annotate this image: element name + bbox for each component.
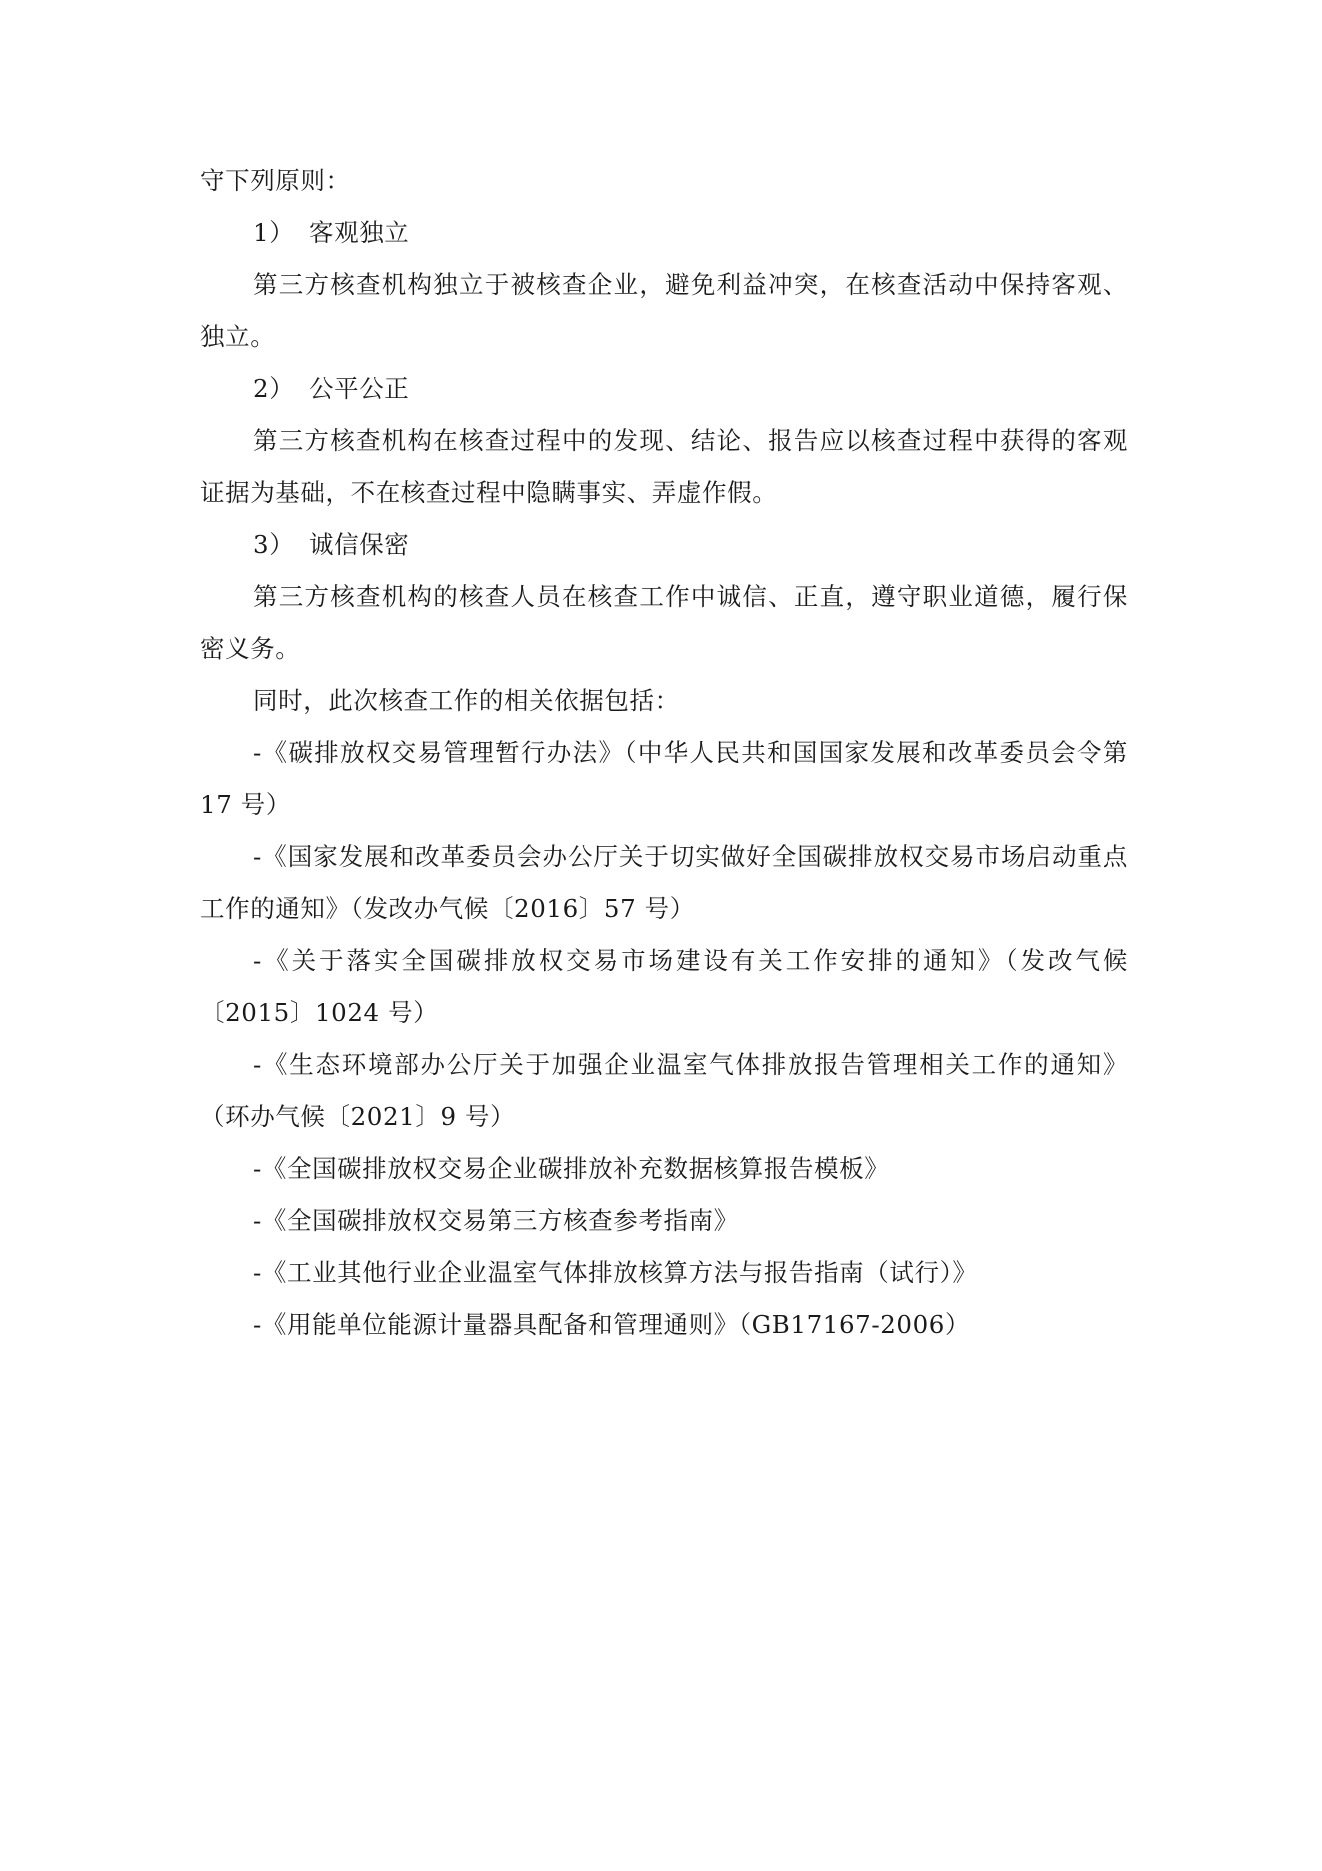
principle-1-number: 1） [253, 218, 295, 247]
intro-fragment: 守下列原则： [200, 166, 351, 195]
basis-item: -《碳排放权交易管理暂行办法》（中华人民共和国国家发展和改革委员会令第 17 号） [200, 738, 1128, 819]
document-body [200, 155, 1128, 1351]
principle-3-description: 第三方核查机构的核查人员在核查工作中诚信、正直，遵守职业道德，履行保密义务。 [200, 582, 1128, 663]
principle-2-heading [200, 363, 1128, 415]
principle-2-number: 2） [253, 374, 295, 403]
principle-2-description: 第三方核查机构在核查过程中的发现、结论、报告应以核查过程中获得的客观证据为基础，不在核查过程中隐瞒事实、弄虚作假。 [200, 426, 1128, 507]
principle-2-title: 公平公正 [309, 374, 410, 403]
principle-3-title: 诚信保密 [309, 530, 410, 559]
basis-intro: 同时，此次核查工作的相关依据包括： [253, 686, 680, 715]
basis-item: -《国家发展和改革委员会办公厅关于切实做好全国碳排放权交易市场启动重点工作的通知》（发改办气候〔2016〕57 号） [200, 842, 1128, 923]
principle-3-heading [200, 519, 1128, 571]
principle-3-number: 3） [253, 530, 295, 559]
principle-1-heading [200, 207, 1128, 259]
principle-1-description: 第三方核查机构独立于被核查企业，避免利益冲突，在核查活动中保持客观、独立。 [200, 270, 1128, 351]
basis-item: -《全国碳排放权交易企业碳排放补充数据核算报告模板》 [253, 1154, 890, 1183]
basis-item: -《工业其他行业企业温室气体排放核算方法与报告指南（试行）》 [253, 1258, 978, 1287]
principle-1-title: 客观独立 [309, 218, 410, 247]
basis-item: -《全国碳排放权交易第三方核查参考指南》 [253, 1206, 739, 1235]
basis-item: -《用能单位能源计量器具配备和管理通则》（GB17167-2006） [253, 1310, 971, 1339]
basis-item: -《关于落实全国碳排放权交易市场建设有关工作安排的通知》（发改气候〔2015〕1024 号） [200, 946, 1128, 1027]
basis-item: -《生态环境部办公厅关于加强企业温室气体排放报告管理相关工作的通知》（环办气候〔2021〕9 号） [200, 1050, 1128, 1131]
